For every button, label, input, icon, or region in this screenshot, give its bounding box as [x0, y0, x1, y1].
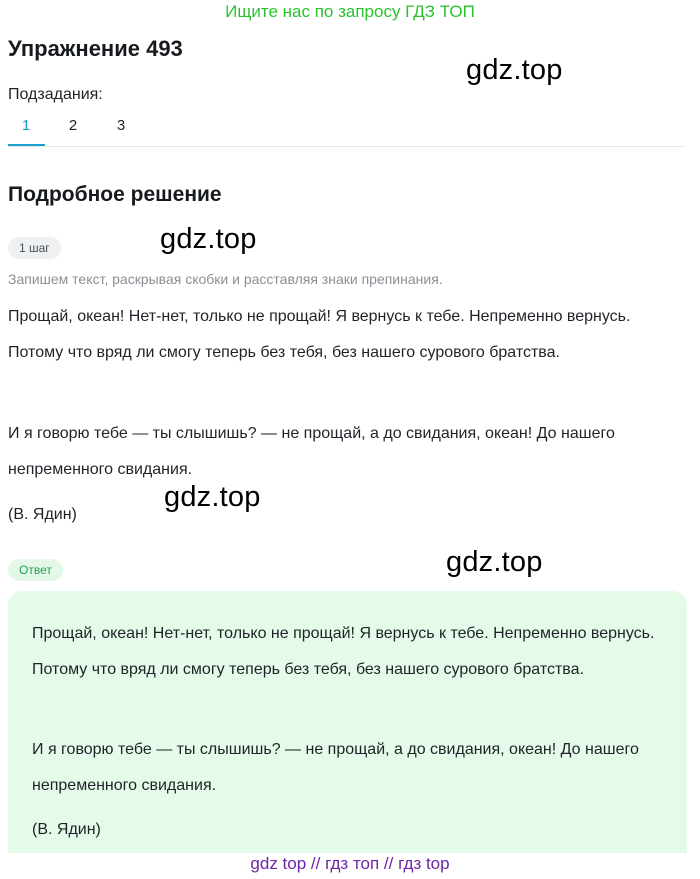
watermark: gdz.top	[160, 223, 257, 255]
solution-paragraph: И я говорю тебе — ты слышишь? — не прощай, а до свидания, океан! До нашего непременного свидания.	[8, 425, 615, 478]
active-tab-indicator	[8, 144, 45, 146]
solution-author: (В. Ядин)	[8, 506, 77, 523]
tab-subtask-1[interactable]: 1	[21, 117, 31, 134]
solution-heading: Подробное решение	[8, 183, 222, 206]
footer-links: gdz top // гдз топ // гдз top	[250, 854, 450, 873]
top-banner: Ищите нас по запросу ГДЗ ТОП	[225, 2, 475, 21]
subtasks-label: Подзадания:	[8, 86, 103, 103]
solution-note: Запишем текст, раскрывая скобки и расставляя знаки препинания.	[8, 271, 443, 287]
tab-subtask-2[interactable]: 2	[68, 117, 78, 134]
watermark: gdz.top	[446, 546, 543, 578]
watermark: gdz.top	[466, 54, 563, 86]
subtask-tabs	[8, 108, 686, 147]
watermark: gdz.top	[164, 481, 261, 513]
page-title: Упражнение 493	[8, 36, 183, 61]
answer-paragraph: Прощай, океан! Нет-нет, только не прощай! Я вернусь к тебе. Непременно вернусь. Потому что вряд ли смогу теперь без тебя, без нашего сурового братства.	[32, 625, 655, 678]
solution-paragraph: Прощай, океан! Нет-нет, только не прощай! Я вернусь к тебе. Непременно вернусь. Потому что вряд ли смогу теперь без тебя, без нашего сурового братства.	[8, 308, 631, 361]
answer-paragraph: И я говорю тебе — ты слышишь? — не прощай, а до свидания, океан! До нашего непременного свидания.	[32, 741, 639, 794]
step-badge: 1 шаг	[8, 237, 61, 259]
tab-subtask-3[interactable]: 3	[116, 117, 126, 134]
answer-badge: Ответ	[8, 559, 63, 581]
answer-author: (В. Ядин)	[32, 821, 101, 838]
